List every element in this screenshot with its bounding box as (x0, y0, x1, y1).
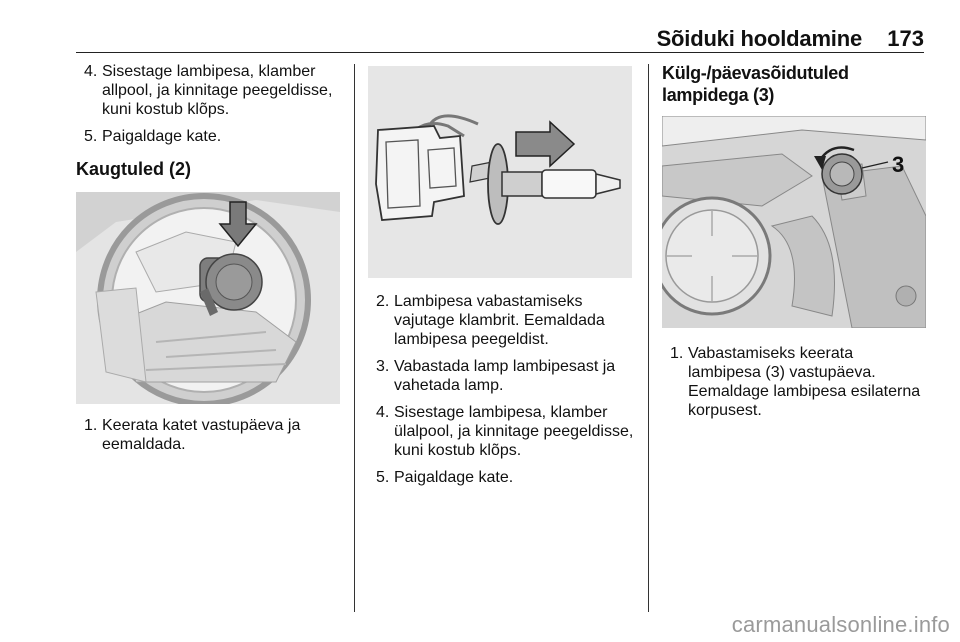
step-number: 5. (84, 128, 98, 145)
column-divider-1 (354, 64, 355, 612)
step-number: 1. (84, 417, 98, 434)
page-number: 173 (887, 26, 924, 51)
step-1-text (662, 344, 928, 420)
step-text: Sisestage lambipesa, klamber ülalpool, ja kinnitage peegeldisse, kuni kostub klõps. (394, 404, 634, 459)
figure-callout-3: 3 (892, 152, 905, 177)
step-4-text (368, 403, 634, 460)
step-text: Paigaldage kate. (394, 469, 514, 486)
step-number: 1. (670, 345, 684, 362)
step-text: Vabastada lamp lambipesast ja vahetada lamp. (394, 358, 616, 394)
step-number: 3. (376, 358, 390, 375)
step-text: Sisestage lambipesa, klamber allpool, ja kinnitage peegeldisse, kuni kostub klõps. (102, 63, 333, 118)
section-title: Sõiduki hooldamine (656, 26, 862, 51)
step-3-text (368, 357, 634, 395)
bulb-removal-illustration (368, 66, 632, 278)
column-2 (368, 62, 634, 495)
watermark: carmanualsonline.info (731, 612, 950, 637)
step-5-text (368, 468, 634, 487)
high-beam-cover-illustration (76, 192, 340, 404)
step-text: Paigaldage kate. (102, 128, 222, 145)
sidelight-heading: Külg-/päevasõidutuled lampidega (3) (662, 63, 849, 105)
step-text: Lambipesa vabastamiseks vajutage klambrit. Eemaldada lambipesa peegeldist. (394, 293, 605, 348)
step-text: Vabastamiseks keerata lambipesa (3) vastupäeva. Eemaldage lambipesa esilaterna korpusest. (688, 345, 921, 419)
sidelight-bulb-illustration (662, 116, 926, 328)
column-divider-2 (648, 64, 649, 612)
step-text: Keerata katet vastupäeva ja eemaldada. (102, 417, 301, 453)
column-1 (76, 62, 342, 462)
step-number: 4. (84, 63, 98, 80)
step-1-text (76, 416, 342, 454)
step-number: 5. (376, 469, 390, 486)
page-header (76, 26, 924, 53)
column-3 (662, 62, 928, 428)
step-number: 2. (376, 293, 390, 310)
step-4-text (76, 62, 342, 119)
step-2-text (368, 292, 634, 349)
high-beam-heading: Kaugtuled (2) (76, 159, 191, 179)
step-number: 4. (376, 404, 390, 421)
step-5-text (76, 127, 342, 146)
